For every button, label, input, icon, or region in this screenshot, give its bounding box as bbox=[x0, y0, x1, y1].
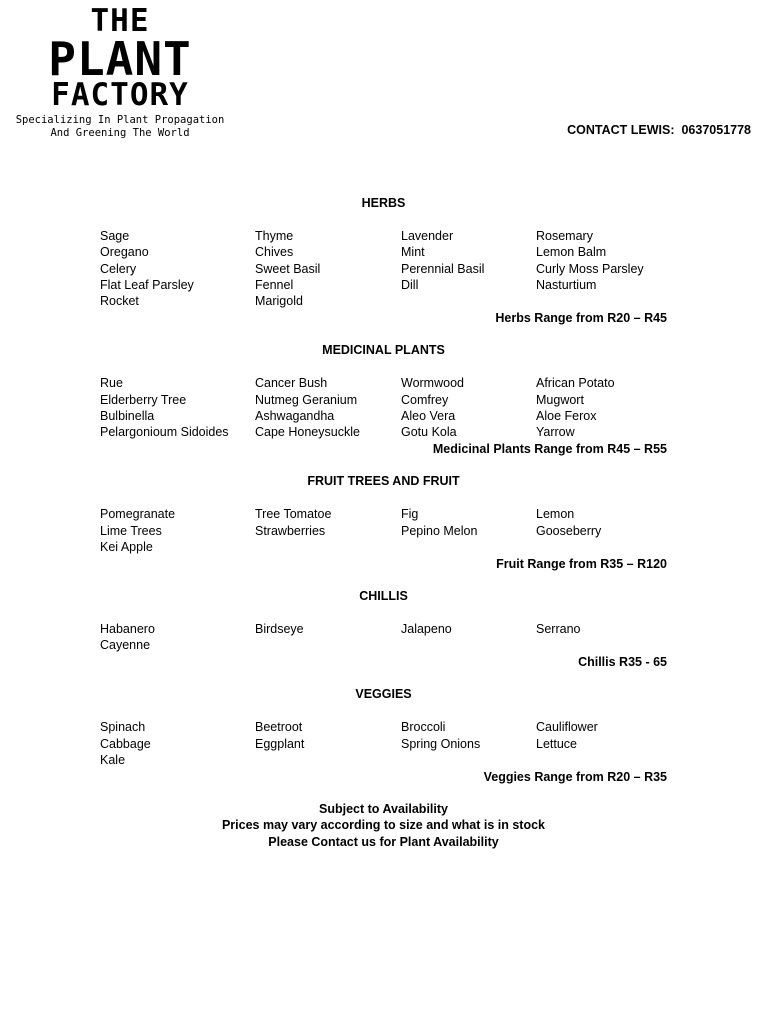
list-item: Comfrey bbox=[401, 392, 449, 407]
price-range: Herbs Range from R20 – R45 bbox=[495, 310, 667, 325]
list-item: Fennel bbox=[255, 277, 294, 292]
list-item: Cabbage bbox=[100, 736, 151, 751]
list-item: Spinach bbox=[100, 720, 146, 735]
list-item: Marigold bbox=[255, 294, 303, 309]
list-item: Beetroot bbox=[255, 720, 303, 735]
section-herbs bbox=[100, 195, 667, 326]
list-item: Kale bbox=[100, 752, 126, 767]
list-item: Gooseberry bbox=[536, 523, 602, 538]
list-item: Nutmeg Geranium bbox=[255, 392, 358, 407]
item-grid bbox=[100, 375, 667, 440]
list-item: Tree Tomatoe bbox=[255, 507, 332, 522]
list-item: Aleo Vera bbox=[401, 408, 456, 423]
list-item: Lime Trees bbox=[100, 523, 162, 538]
list-item: Birdseye bbox=[255, 621, 304, 636]
section-title: MEDICINAL PLANTS bbox=[322, 343, 445, 358]
list-item: Ashwagandha bbox=[255, 408, 335, 423]
list-item: Rocket bbox=[100, 294, 139, 309]
list-item: Jalapeno bbox=[401, 621, 452, 636]
list-item: Serrano bbox=[536, 621, 581, 636]
list-item: Wormwood bbox=[401, 376, 464, 391]
list-item: Thyme bbox=[255, 229, 294, 243]
list-item: Yarrow bbox=[536, 425, 575, 440]
list-item: Mugwort bbox=[536, 392, 584, 407]
list-item: Pomegranate bbox=[100, 507, 176, 522]
list-item: Mint bbox=[401, 245, 425, 260]
list-item: Pepino Melon bbox=[401, 523, 478, 538]
section-title: FRUIT TREES AND FRUIT bbox=[307, 474, 460, 489]
list-item: Lemon Balm bbox=[536, 245, 607, 260]
logo bbox=[6, 3, 234, 140]
list-item: Sage bbox=[100, 229, 130, 243]
logo-line-the: THE bbox=[90, 3, 150, 39]
list-item: Cauliflower bbox=[536, 720, 598, 735]
list-item: Nasturtium bbox=[536, 277, 597, 292]
list-item: Elderberry Tree bbox=[100, 392, 187, 407]
item-grid bbox=[100, 228, 667, 309]
list-item: Cancer Bush bbox=[255, 376, 328, 391]
section-veggies bbox=[100, 686, 667, 785]
item-grid bbox=[100, 719, 667, 768]
item-grid bbox=[100, 506, 667, 555]
logo-line-factory: FACTORY bbox=[51, 77, 189, 113]
list-item: Oregano bbox=[100, 245, 149, 260]
item-grid bbox=[100, 621, 667, 654]
contact-info: CONTACT LEWIS: 0637051778 bbox=[567, 123, 751, 137]
sections-container bbox=[100, 195, 667, 785]
logo-tagline-1: Specializing In Plant Propagation bbox=[15, 114, 225, 126]
list-item: Cape Honeysuckle bbox=[255, 425, 360, 440]
list-item: Fig bbox=[401, 507, 419, 522]
footer-line-prices: Prices may vary according to size and what is in stock bbox=[221, 818, 546, 833]
footer-notes bbox=[100, 801, 667, 850]
section-chillis bbox=[100, 588, 667, 670]
list-item: Chives bbox=[255, 245, 294, 260]
list-item: Lemon bbox=[536, 507, 575, 522]
section-title: VEGGIES bbox=[355, 687, 412, 702]
list-item: Rosemary bbox=[536, 229, 593, 243]
logo-line-plant: PLANT bbox=[48, 32, 192, 86]
footer-line-contact: Please Contact us for Plant Availability bbox=[268, 834, 499, 849]
list-item: Eggplant bbox=[255, 736, 305, 751]
list-item: Aloe Ferox bbox=[536, 408, 597, 423]
list-item: Perennial Basil bbox=[401, 261, 485, 276]
list-item: Habanero bbox=[100, 621, 155, 636]
list-item: Lavender bbox=[401, 229, 454, 243]
price-range: Chillis R35 - 65 bbox=[578, 655, 667, 670]
list-item: Cayenne bbox=[100, 638, 151, 653]
price-range: Fruit Range from R35 – R120 bbox=[496, 556, 667, 571]
list-item: Kei Apple bbox=[100, 539, 153, 554]
list-item: Rue bbox=[100, 376, 123, 391]
list-item: Strawberries bbox=[255, 523, 326, 538]
list-item: Sweet Basil bbox=[255, 261, 321, 276]
section-medicinal-plants bbox=[100, 342, 667, 457]
list-item: Spring Onions bbox=[401, 736, 481, 751]
section-title: CHILLIS bbox=[359, 588, 408, 603]
price-range: Medicinal Plants Range from R45 – R55 bbox=[432, 441, 667, 456]
footer-line-availability: Subject to Availability bbox=[319, 802, 448, 817]
list-item: Flat Leaf Parsley bbox=[100, 277, 194, 292]
list-item: Celery bbox=[100, 261, 137, 276]
list-item: Pelargonioum Sidoides bbox=[100, 425, 229, 440]
section-title: HERBS bbox=[361, 196, 406, 210]
list-item: Lettuce bbox=[536, 736, 578, 751]
list-item: African Potato bbox=[536, 376, 615, 391]
price-list bbox=[100, 195, 667, 850]
list-item: Dill bbox=[401, 277, 419, 292]
list-item: Gotu Kola bbox=[401, 425, 457, 440]
list-item: Bulbinella bbox=[100, 408, 155, 423]
list-item: Broccoli bbox=[401, 720, 446, 735]
price-range: Veggies Range from R20 – R35 bbox=[483, 769, 667, 784]
list-item: Curly Moss Parsley bbox=[536, 261, 644, 276]
section-fruit-trees-and-fruit bbox=[100, 473, 667, 572]
logo-tagline-2: And Greening The World bbox=[50, 127, 190, 139]
